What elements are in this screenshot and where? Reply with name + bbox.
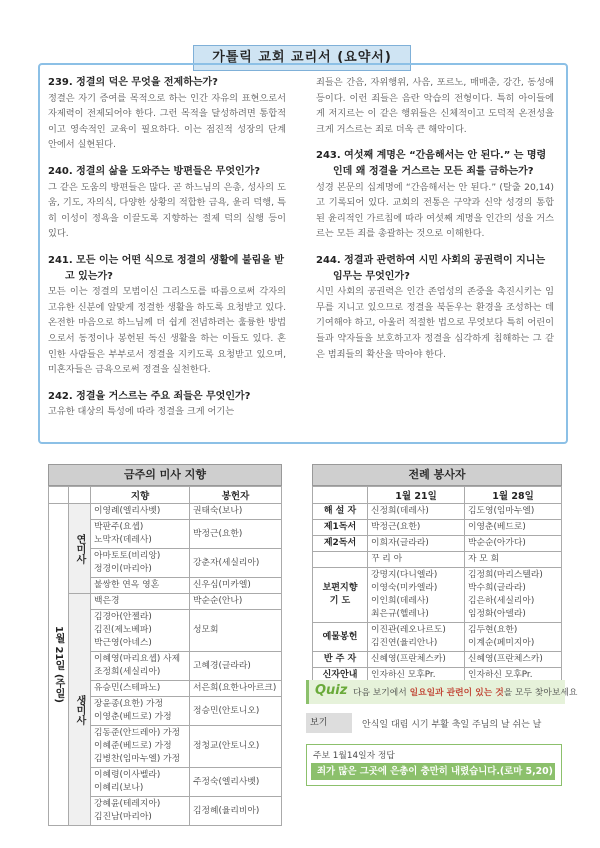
service-table-title: 전례 봉사자 [312, 464, 562, 486]
page-title: 가톨릭 교회 교리서 (요약서) [193, 45, 411, 71]
mass-row [49, 504, 282, 520]
question-244: 244. 정결과 관련하여 시민 사회의 공권력이 지니는 임무는 무엇인가? [316, 254, 546, 282]
mass-table [48, 486, 282, 826]
mass-intention-cell: 이혜령(이사벨라) 이혜리(보나) [91, 768, 190, 797]
mass-intention-cell: 김경아(안젤라) 김진(제노베파) 박근영(아네스) [91, 610, 190, 652]
service-role-cell: 예물봉헌 [313, 623, 368, 652]
answer-239: 정결은 자기 증여를 목적으로 하는 인간 자유의 표현으로서 자제력이 전제되어야 한다. 그런 목적을 달성하려면 통합적이고 영속적인 교육이 필요하다. 이는 점진적 성장의 단계 안에서 실현된다. [48, 92, 286, 151]
mass-intention-cell: 아마토토(비리앙) 정경이(마리아) [91, 549, 190, 578]
mass-offerer-cell: 성모회 [190, 610, 282, 652]
service-day1-cell: 신혜영(프란체스카) [368, 652, 465, 668]
question-243: 243. 여섯째 계명은 “간음해서는 안 된다.” 는 명령인데 왜 정결을 거스르는 모든 죄를 금하는가? [316, 150, 547, 177]
service-day2-cell: 김도영(임마누엘) [465, 504, 562, 520]
mass-offerer-cell: 박순순(안나) [190, 594, 282, 610]
service-table [312, 486, 562, 684]
mass-offerer-cell: 주정숙(엘리사벳) [190, 768, 282, 797]
service-role-cell: 제1독서 [313, 520, 368, 536]
mass-intention-cell: 백은경 [91, 594, 190, 610]
mass-intention-cell: 김동준(안드레아) 가정 이혜준(베드로) 가정 김병찬(임마누엘) 가정 [91, 726, 190, 768]
previous-answer-text: 죄가 많은 그곳에 은총이 충만히 내렸습니다.(로마 5,20) [311, 763, 555, 780]
question-241: 241. 모든 이는 어떤 식으로 정결의 생활에 불림을 받고 있는가? [48, 254, 285, 282]
group-column-header [69, 487, 91, 504]
catechism-left-column [48, 75, 286, 431]
date1-column-header: 1월 21일 [368, 487, 465, 504]
service-day2-cell: 김두현(요한) 이계순(페미지아) [465, 623, 562, 652]
mass-intention-cell: 유승민(스테파노) [91, 681, 190, 697]
service-role-cell: 해 설 자 [313, 504, 368, 520]
catechism-box [38, 63, 568, 444]
answer-241: 모든 이는 정결의 모범이신 그리스도를 따름으로써 각자의 고유한 신분에 알맞게 정결한 생활을 하도록 요청받고 있다. 온전한 마음으로 하느님께 더 쉽게 전념하려는 훌륭한 방법으로서 동정이나 봉헌된 독신 생활을 하는 이들도 있다. 혼인한 사람들은 부부로서 정결을 지키도록 요청받고 있으며, 미혼자들은 금욕으로써 정결을 실천한다. [48, 286, 286, 376]
offerer-column-header: 봉헌자 [190, 487, 282, 504]
mass-offerer-cell: 정승민(안토니오) [190, 697, 282, 726]
service-day2-cell: 인자하신 모후Pr. [465, 668, 562, 684]
mass-intention-cell: 불쌍한 연옥 영혼 [91, 578, 190, 594]
date2-column-header: 1월 28일 [465, 487, 562, 504]
service-day2-cell: 자 모 회 [465, 552, 562, 568]
service-role-cell: 제2독서 [313, 536, 368, 552]
mass-offerer-cell: 권태숙(보나) [190, 504, 282, 520]
service-day1-cell: 박정근(요한) [368, 520, 465, 536]
answer-240: 그 같은 도움의 방편들은 많다. 곧 하느님의 은총, 성사의 도움, 기도, 자의식, 다양한 상황의 적합한 금욕, 윤리 덕행, 특히 이성이 정욕을 이끌도록 지향하는 절제 덕의 실행 등이 있다. [48, 181, 286, 240]
question-240: 240. 정결의 삶을 도와주는 방편들은 무엇인가? [48, 165, 261, 177]
service-row [313, 520, 562, 536]
service-row [313, 504, 562, 520]
answer-242-start: 고유한 대상의 특성에 따라 정결을 크게 어기는 [48, 406, 235, 418]
quiz-banner [306, 680, 578, 704]
group-yeonmisa: 연미사 [69, 504, 91, 594]
service-day1-cell: 인자하신 모후Pr. [368, 668, 465, 684]
mass-offerer-cell: 김정혜(율리비아) [190, 797, 282, 826]
mass-intention-cell: 박판주(요셉) 노막자(데레사) [91, 520, 190, 549]
service-day1-cell: 강명지(다니엘라) 이영숙(미카엘라) 이인희(데레사) 최은규(헬레나) [368, 568, 465, 623]
mass-intention-cell: 이혜영(마리요셉) 사제 조정희(세실리아) [91, 652, 190, 681]
group-saengmisa: 생미사 [69, 594, 91, 826]
mass-offerer-cell: 정청교(안토니오) [190, 726, 282, 768]
previous-answer-box [306, 744, 562, 786]
answer-243: 성경 본문의 십계명에 “간음해서는 안 된다.” (탈출 20,14)고 기록되어 있다. 교회의 전통은 구약과 신약 성경의 통합된 윤리적인 가르침에 따라 여섯째 계명을 인간의 성을 거스르는 모든 죄를 총괄하는 것으로 이해한다. [316, 181, 554, 240]
mass-offerer-cell: 강춘자(세실리아) [190, 549, 282, 578]
question-242: 242. 정결을 거스르는 주요 죄들은 무엇인가? [48, 390, 251, 402]
mass-intention-cell: 이영례(엘리사벳) [91, 504, 190, 520]
service-day2-cell: 박순순(아가다) [465, 536, 562, 552]
service-day2-cell: 신혜영(프란체스카) [465, 652, 562, 668]
service-day1-cell: 이희자(글라라) [368, 536, 465, 552]
service-row [313, 623, 562, 652]
service-row [313, 652, 562, 668]
choices-label: 보기 [306, 713, 352, 733]
service-row [313, 552, 562, 568]
service-role-cell: 보편지향 기 도 [313, 568, 368, 623]
quiz-logo: Quiz [315, 683, 348, 698]
mass-row [49, 594, 282, 610]
service-day2-cell: 이영춘(베드로) [465, 520, 562, 536]
mass-offerer-cell: 박정근(요한) [190, 520, 282, 549]
service-role-cell: 반 주 자 [313, 652, 368, 668]
intention-column-header: 지향 [91, 487, 190, 504]
mass-intention-cell: 장윤종(요한) 가정 이영춘(베드로) 가정 [91, 697, 190, 726]
mass-table-title: 금주의 미사 지향 [48, 464, 282, 486]
service-row [313, 536, 562, 552]
service-day1-cell: 이진관(레오나르도) 김진연(율리안나) [368, 623, 465, 652]
service-role-cell: 신자안내 [313, 668, 368, 684]
quiz-question: 다음 보기에서 일요일과 관련이 있는 것을 모두 찾아보세요 [353, 688, 578, 698]
catechism-right-column [316, 75, 554, 373]
mass-offerer-cell: 고혜경(글라라) [190, 652, 282, 681]
answer-244: 시민 사회의 공권력은 인간 존엄성의 존중을 촉진시키는 임무를 지니고 있으므로 정결을 북돋우는 환경을 조성하는 데 기여해야 하고, 아울러 적절한 법으로 무엇보다 특히 어린이들과 약자들을 보호하고자 정결을 심각하게 침해하는 그 같은 범죄들의 확산을 막아야 한다. [316, 286, 554, 360]
choices-list: 안식일 대림 시기 부활 축일 주님의 날 쉬는 날 [362, 720, 542, 730]
service-day2-cell: 김정희(마리스텔라) 박수희(글라라) 김은하(세실리아) 임정화(아델라) [465, 568, 562, 623]
date-column-header [49, 487, 69, 504]
previous-answer-heading: 주보 1월14일자 정답 [313, 751, 395, 761]
mass-offerer-cell: 신우심(미카엘) [190, 578, 282, 594]
service-day1-cell: 꾸 리 아 [368, 552, 465, 568]
answer-242-cont: 죄들은 간음, 자위행위, 사음, 포르노, 매매춘, 강간, 동성애 등이다. 이런 죄들은 음란 악습의 전형이다. 특히 아이들에게 저지르는 이 같은 행위들은 신체적이고 도덕적 온전성을 크게 거스르는 죄로 더욱 큰 해악이다. [316, 77, 554, 135]
mass-intention-cell: 강혜윤(테레지아) 김진남(마리아) [91, 797, 190, 826]
service-day1-cell: 신정희(데레사) [368, 504, 465, 520]
service-row [313, 568, 562, 623]
mass-offerer-cell: 서은희(요한나아르크) [190, 681, 282, 697]
role-column-header [313, 487, 368, 504]
service-role-cell [313, 552, 368, 568]
question-239: 239. 정결의 덕은 무엇을 전제하는가? [48, 77, 218, 88]
mass-date: 1월 21일 (주일) [49, 504, 69, 826]
